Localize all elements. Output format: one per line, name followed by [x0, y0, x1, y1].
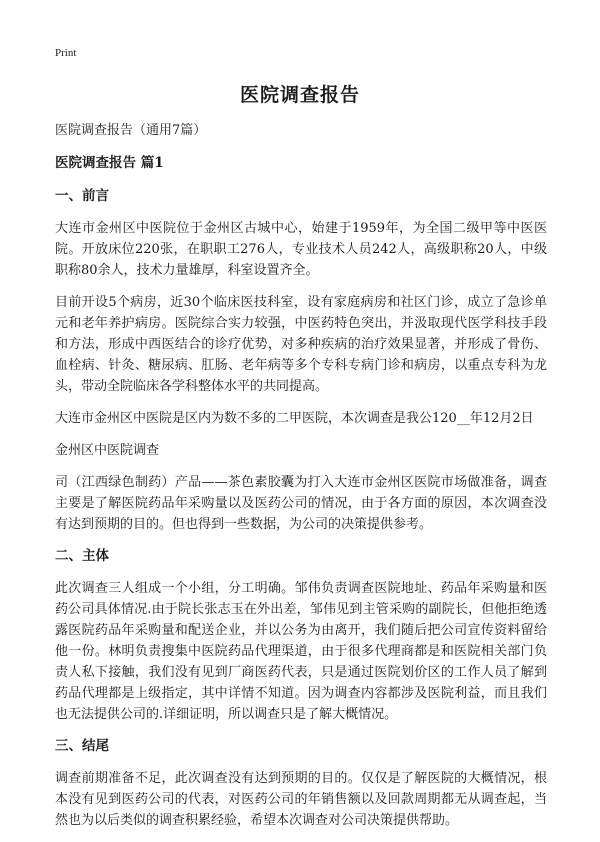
document-subtitle: 医院调查报告（通用7篇） [55, 123, 207, 138]
section-heading-preface: 一、前言 [55, 188, 109, 204]
section-heading-ending: 三、结尾 [55, 738, 109, 754]
paragraph: 目前开设5个病房，近30个临床医技科室，设有家庭病房和社区门诊，成立了急诊单元和老年养护病房。医院综合实力较强，中医药特色突出，并汲取现代医学科技手段和方法，形成中西医结合的诊疗优势，对多种疾病的治疗效果显著，并形成了骨伤、血栓病、针灸、糖尿病、肛肠、老年病等多个专科专病门诊和病房，以重点专科为龙头，带动全院临床各学科整体水平的共同提高。 [55, 295, 547, 394]
print-link[interactable]: Print [55, 47, 77, 59]
paragraph: 金州区中医院调查 [55, 443, 160, 458]
paragraph: 大连市金州区中医院位于金州区古城中心，始建于1959年，为全国二级甲等中医医院。开放床位220张，在职职工276人，专业技术人员242人，高级职称20人，中级职称80余人，技术力量雄厚，科室设置齐全。 [55, 221, 547, 278]
paragraph: 调查前期准备不足，此次调查没有达到预期的目的。仅仅是了解医院的大概情况，根本没有见到医药公司的代表，对医药公司的年销售额以及回款周期都无从调查起，当然也为以后类似的调查积累经验，希望本次调查对公司决策提供帮助。 [55, 771, 547, 828]
page-title: 医院调查报告 [239, 84, 360, 106]
document-body [55, 120, 547, 842]
article-title: 医院调查报告 篇1 [55, 155, 164, 171]
paragraph: 大连市金州区中医院是区内为数不多的二甲医院，本次调查是我公120__年12月2日 [55, 411, 534, 426]
section-heading-body: 二、主体 [55, 548, 109, 564]
paragraph: 此次调查三人组成一个小组，分工明确。邹伟负责调查医院地址、药品年采购量和医药公司具体情况.由于院长张志玉在外出差，邹伟见到主管采购的副院长，但他拒绝透露医院药品年采购量和配送企业，并以公务为由离开，我们随后把公司宣传资料留给他一份。林明负责搜集中医院药品代理渠道，由于很多代理商都是和医院相关部门负责人私下接触，我们没有见到厂商医药代表，只是通过医院划价区的工作人员了解到药品代理都是上级指定，其中详情不知道。因为调查内容都涉及医院利益，而且我们也无法提供公司的.详细证明，所以调查只是了解大概情况。 [55, 581, 547, 722]
paragraph: 司（江西绿色制药）产品——茶色素胶囊为打入大连市金州区医院市场做准备，调查主要是了解医院药品年采购量以及医药公司的情况，由于各方面的原因，本次调查没有达到预期的目的。但也得到一些数据，为公司的决策提供参考。 [55, 475, 547, 532]
